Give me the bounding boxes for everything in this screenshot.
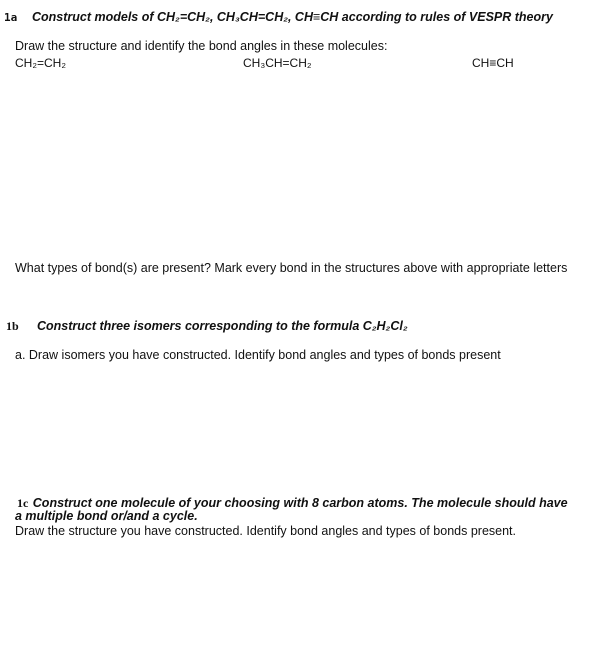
molecule-ethyne: CH≡CH xyxy=(472,56,514,70)
section-1a-number: 1a xyxy=(4,11,18,24)
section-1b-instruction: a. Draw isomers you have constructed. Identify bond angles and types of bonds present xyxy=(15,348,501,362)
section-1c-number: 1c xyxy=(17,496,29,510)
section-1b-heading: Construct three isomers corresponding to the formula C₂H₂Cl₂ xyxy=(37,319,408,333)
section-1b-number: 1b xyxy=(6,319,19,333)
section-1a-instruction: Draw the structure and identify the bond angles in these molecules: xyxy=(15,39,388,53)
section-1c-instruction: Draw the structure you have constructed. Identify bond angles and types of bonds present. xyxy=(15,524,516,538)
molecule-ethene: CH₂=CH₂ xyxy=(15,56,66,70)
section-1c-heading-line2: a multiple bond or/and a cycle. xyxy=(15,509,198,523)
section-1c-heading-text: Construct one molecule of your choosing with 8 carbon atoms. The molecule should have xyxy=(32,496,568,510)
section-1a-question: What types of bond(s) are present? Mark every bond in the structures above with appropriate letters xyxy=(15,261,568,275)
molecule-propene: CH₃CH=CH₂ xyxy=(243,56,312,70)
section-1a-heading: Construct models of CH₂=CH₂, CH₃CH=CH₂, CH≡CH according to rules of VESPR theory xyxy=(32,10,553,24)
